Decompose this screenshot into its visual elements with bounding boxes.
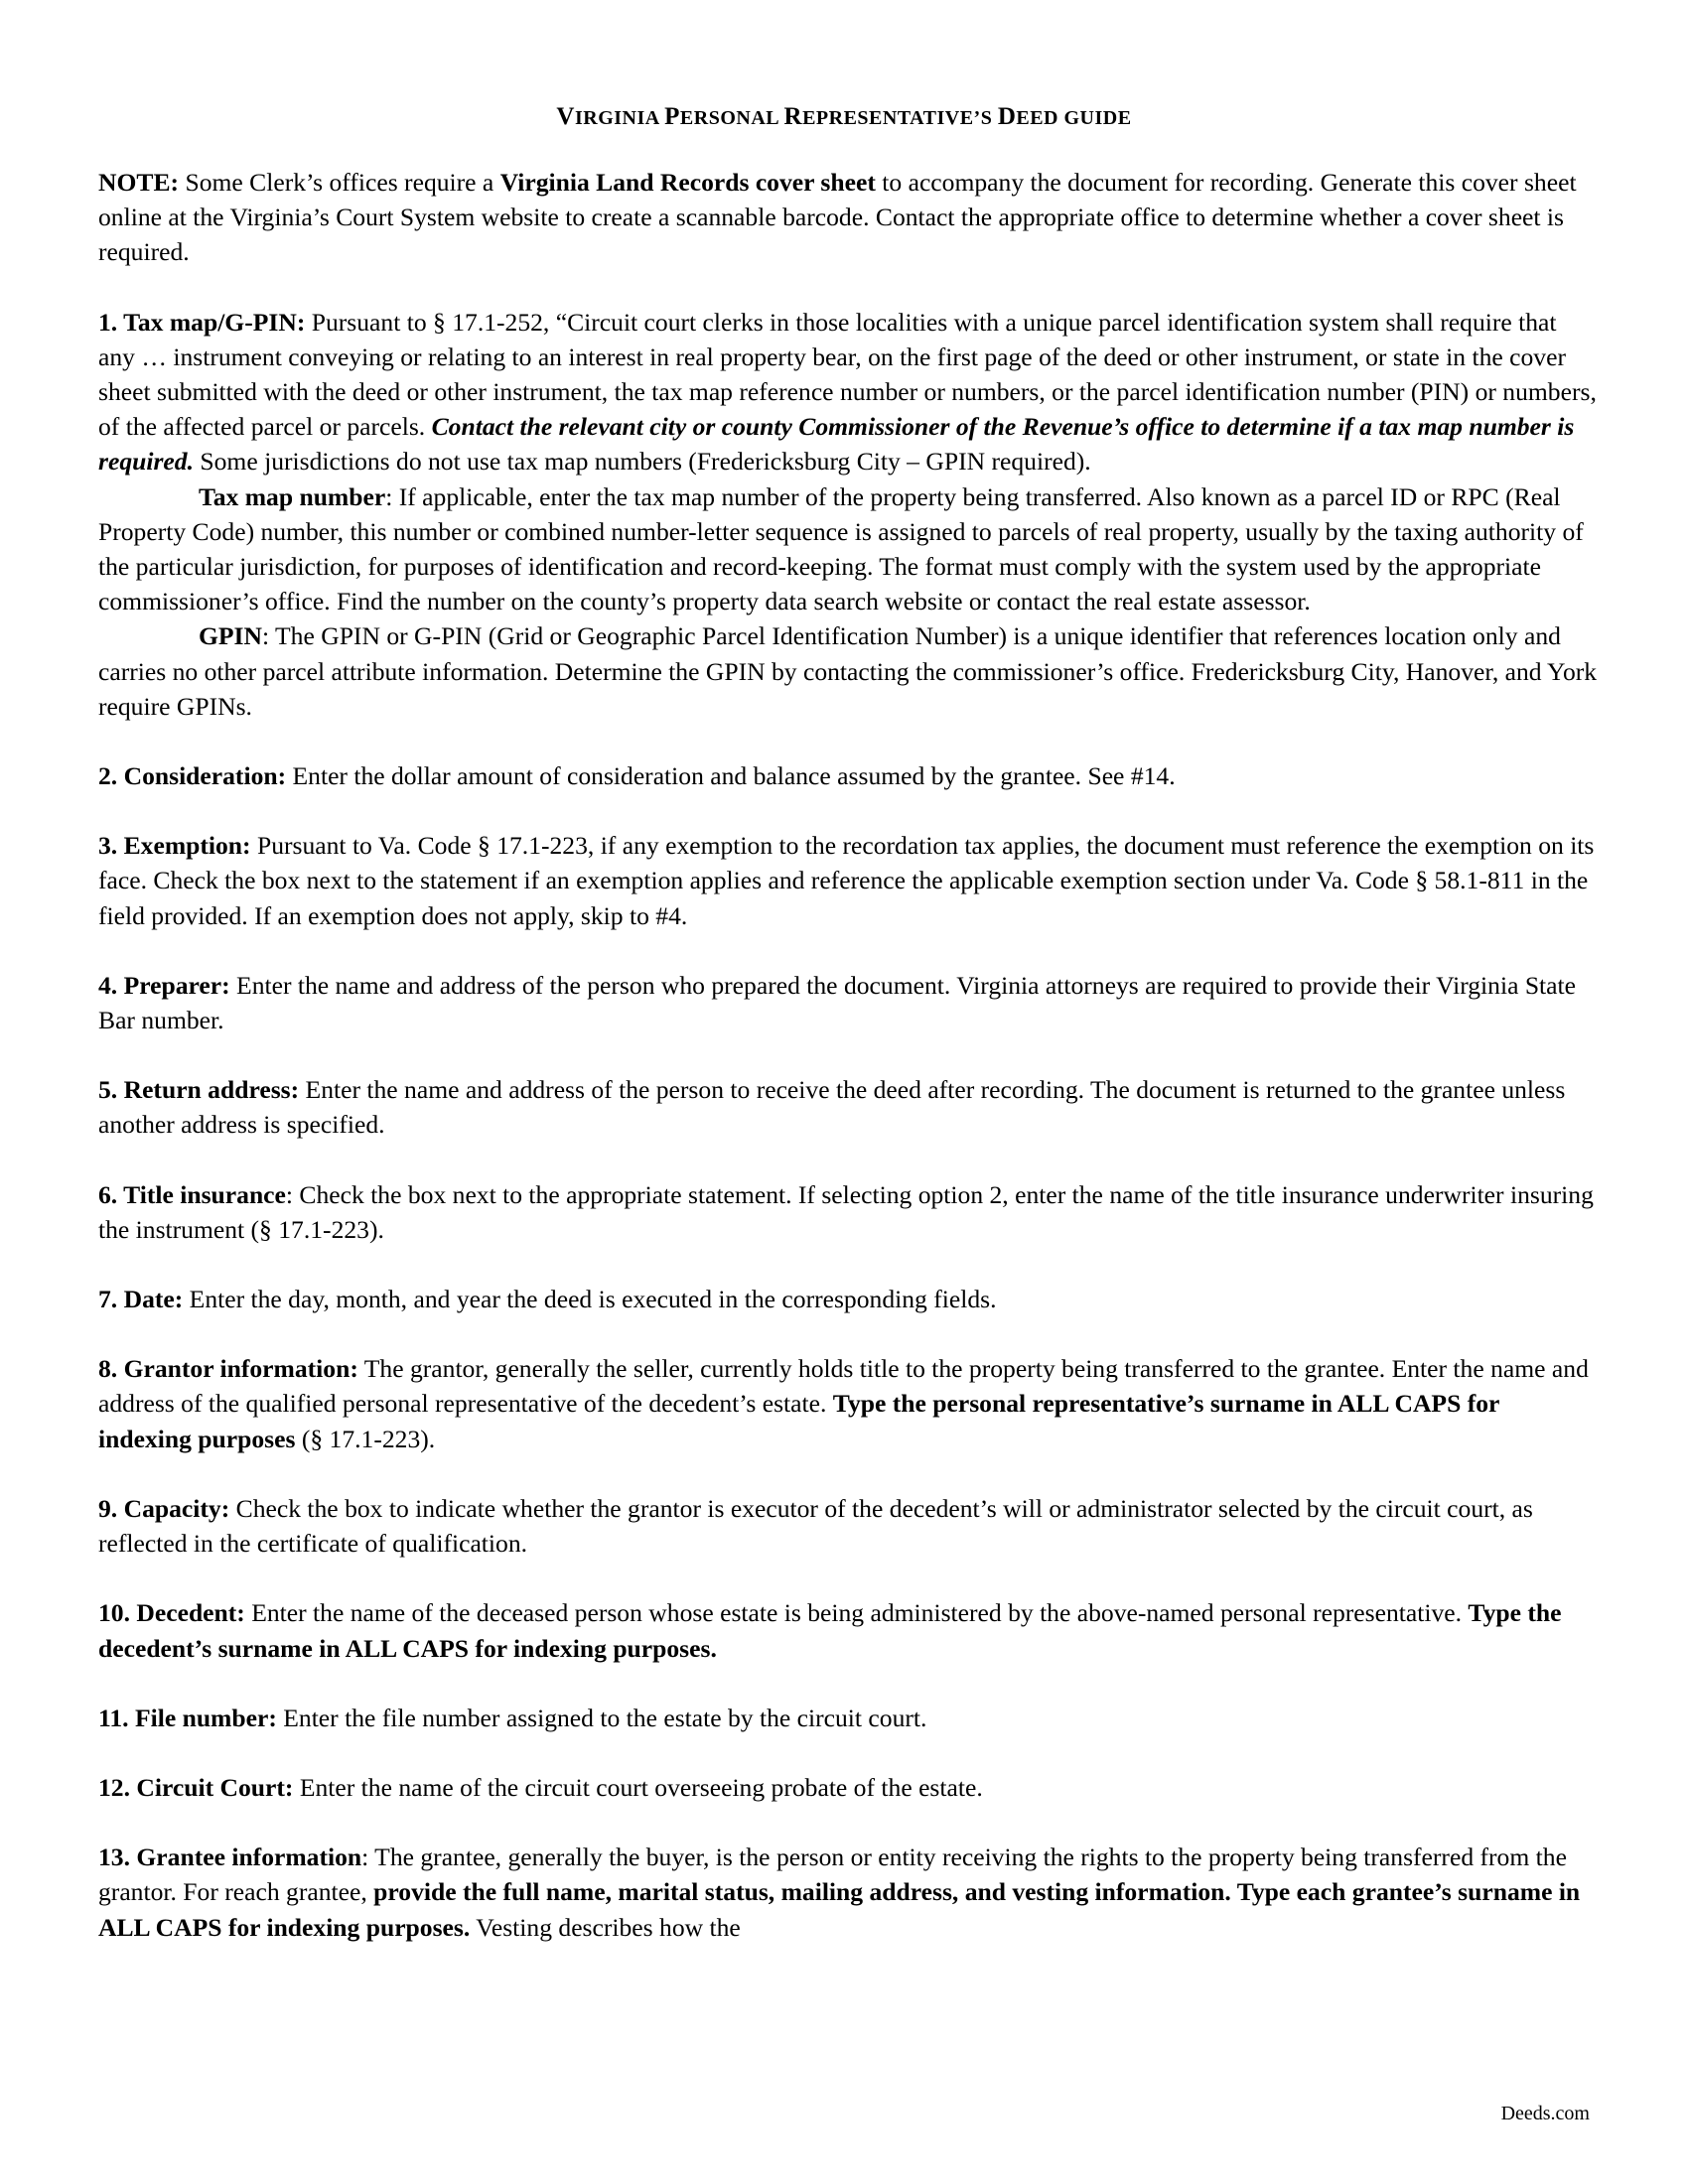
gpin-paragraph [98, 618, 1598, 724]
section-7-label: 7. Date: [98, 1285, 184, 1314]
section-consideration [98, 758, 1598, 793]
title-rest-3: EPRESENTATIVE’S [802, 107, 998, 129]
section-exemption [98, 828, 1598, 933]
title-cap-1: V [556, 103, 575, 130]
section-9-label: 9. Capacity: [98, 1493, 230, 1523]
section-13-text-2: Vesting describes how the [470, 1912, 741, 1942]
title-cap-2: P [664, 103, 680, 130]
section-1-emphasis: Contact the relevant city or county Commissioner of the Revenue’s office to determine if a tax map number is required. [98, 412, 1575, 477]
section-8-text-1: The grantor, generally the seller, currently holds title to the property being transferred to the grantee. Enter the name and address of the qualified personal representative of the decedent’s estate. [98, 1354, 1589, 1419]
section-3-text: Pursuant to Va. Code § 17.1-223, if any exemption to the recordation tax applies, the document must reference the exemption on its face. Check the box next to the statement if an exemption applies and reference the applicable exemption section under Va. Code § 58.1-811 in the field provided. If an exemption does not apply, skip to #4. [98, 831, 1595, 930]
section-10-emphasis: Type the decedent’s surname in ALL CAPS for indexing purposes. [98, 1598, 1562, 1663]
tax-map-number-text: : If applicable, enter the tax map number of the property being transferred. Also known as a parcel ID or RPC (Real Property Code) number, this number or combined number-letter sequence is assigned to parcels of real property, usually by the taxing authority of the particular jurisdiction, for purposes of identification and record-keeping. The format must comply with the system used by the appropriate commissioner’s office. Find the number on the county’s property data search website or contact the real estate assessor. [98, 481, 1584, 616]
section-date [98, 1282, 1598, 1316]
section-12-label: 12. Circuit Court: [98, 1772, 294, 1802]
title-rest-1: IRGINIA [574, 107, 665, 129]
section-grantor-information [98, 1351, 1598, 1456]
section-11-text: Enter the file number assigned to the estate by the circuit court. [276, 1703, 927, 1732]
gpin-text: : The GPIN or G-PIN (Grid or Geographic Parcel Identification Number) is a unique identifier that references location only and carries no other parcel attribute information. Determine the GPIN by contacting the commissioner’s office. Fredericksburg City, Hanover, and York require GPINs. [98, 621, 1598, 721]
title-rest-5: GUIDE [1063, 107, 1132, 129]
section-tax-map [98, 305, 1598, 724]
tax-map-paragraph [98, 305, 1598, 479]
section-9-text: Check the box to indicate whether the grantor is executor of the decedent’s will or administrator selected by the circuit court, as reflected in the certificate of qualification. [98, 1493, 1533, 1559]
section-8-text-2: (§ 17.1-223). [295, 1424, 436, 1453]
section-4-text: Enter the name and address of the person who prepared the document. Virginia attorneys are required to provide their Virginia State Bar number. [98, 970, 1576, 1035]
note-label: NOTE: [98, 168, 180, 197]
section-5-text: Enter the name and address of the person to receive the deed after recording. The document is returned to the grantee unless another address is specified. [98, 1075, 1566, 1140]
section-return-address [98, 1072, 1598, 1142]
tax-map-number-label: Tax map number [199, 481, 386, 511]
section-10-text: Enter the name of the deceased person whose estate is being administered by the above-named personal representative. [244, 1598, 1469, 1628]
section-1-text-1: Pursuant to § 17.1-252, “Circuit court clerks in those localities with a unique parcel identification system shall require that any … instrument conveying or relating to an interest in real property bear, on the first page of the deed or other instrument, or state in the cover sheet submitted with the deed or other instrument, the tax map reference number or numbers, or the parcel identification number (PIN) or numbers, of the affected parcel or parcels. [98, 307, 1597, 442]
document-title [0, 103, 1688, 131]
gpin-label: GPIN [199, 621, 262, 651]
note-text-2: to accompany the document for recording. Generate this cover sheet online at the Virginia’s Court System website to create a scannable barcode. Contact the appropriate office to determine whether a cover sheet is required. [98, 168, 1577, 267]
section-8-emphasis: Type the personal representative’s surname in ALL CAPS for indexing purposes [98, 1389, 1499, 1453]
section-title-insurance [98, 1177, 1598, 1247]
title-cap-4: D [997, 103, 1017, 130]
section-12-text: Enter the name of the circuit court overseeing probate of the estate. [293, 1772, 983, 1802]
document-body [98, 165, 1598, 1945]
title-rest-4: EED [1016, 107, 1064, 129]
tax-map-number-paragraph [98, 479, 1598, 619]
section-capacity [98, 1491, 1598, 1561]
title-rest-2: ERSONAL [679, 107, 784, 129]
section-file-number [98, 1701, 1598, 1735]
section-8-label: 8. Grantor information: [98, 1354, 358, 1384]
section-13-emphasis: provide the full name, marital status, mailing address, and vesting information. Type each grantee’s surname in ALL CAPS for indexing purposes. [98, 1877, 1581, 1942]
note-text-1: Some Clerk’s offices require a [179, 168, 500, 197]
section-10-label: 10. Decedent: [98, 1598, 245, 1628]
note-cover-sheet-emphasis: Virginia Land Records cover sheet [499, 168, 876, 197]
section-13-text-1: : The grantee, generally the buyer, is the person or entity receiving the rights to the property being transferred from the grantor. For reach grantee, [98, 1843, 1567, 1907]
section-13-label: 13. Grantee information [98, 1843, 362, 1872]
section-grantee-information [98, 1840, 1598, 1945]
section-2-label: 2. Consideration: [98, 761, 287, 791]
section-2-text: Enter the dollar amount of consideration and balance assumed by the grantee. See #14. [286, 761, 1176, 791]
section-1-label: 1. Tax map/G-PIN: [98, 307, 306, 337]
section-circuit-court [98, 1770, 1598, 1805]
section-5-label: 5. Return address: [98, 1075, 300, 1105]
section-11-label: 11. File number: [98, 1703, 277, 1732]
section-6-text: : Check the box next to the appropriate statement. If selecting option 2, enter the name of the title insurance underwriter insuring the instrument (§ 17.1-223). [98, 1179, 1594, 1244]
section-6-label: 6. Title insurance [98, 1179, 286, 1209]
section-3-label: 3. Exemption: [98, 831, 251, 861]
section-1-text-2: Some jurisdictions do not use tax map numbers (Fredericksburg City – GPIN required). [193, 447, 1091, 477]
section-preparer [98, 968, 1598, 1037]
section-7-text: Enter the day, month, and year the deed is executed in the corresponding fields. [183, 1285, 997, 1314]
note-paragraph [98, 165, 1598, 270]
section-decedent [98, 1595, 1598, 1665]
title-cap-3: R [783, 103, 803, 130]
footer-brand: Deeds.com [1500, 2103, 1590, 2124]
section-4-label: 4. Preparer: [98, 970, 230, 1000]
